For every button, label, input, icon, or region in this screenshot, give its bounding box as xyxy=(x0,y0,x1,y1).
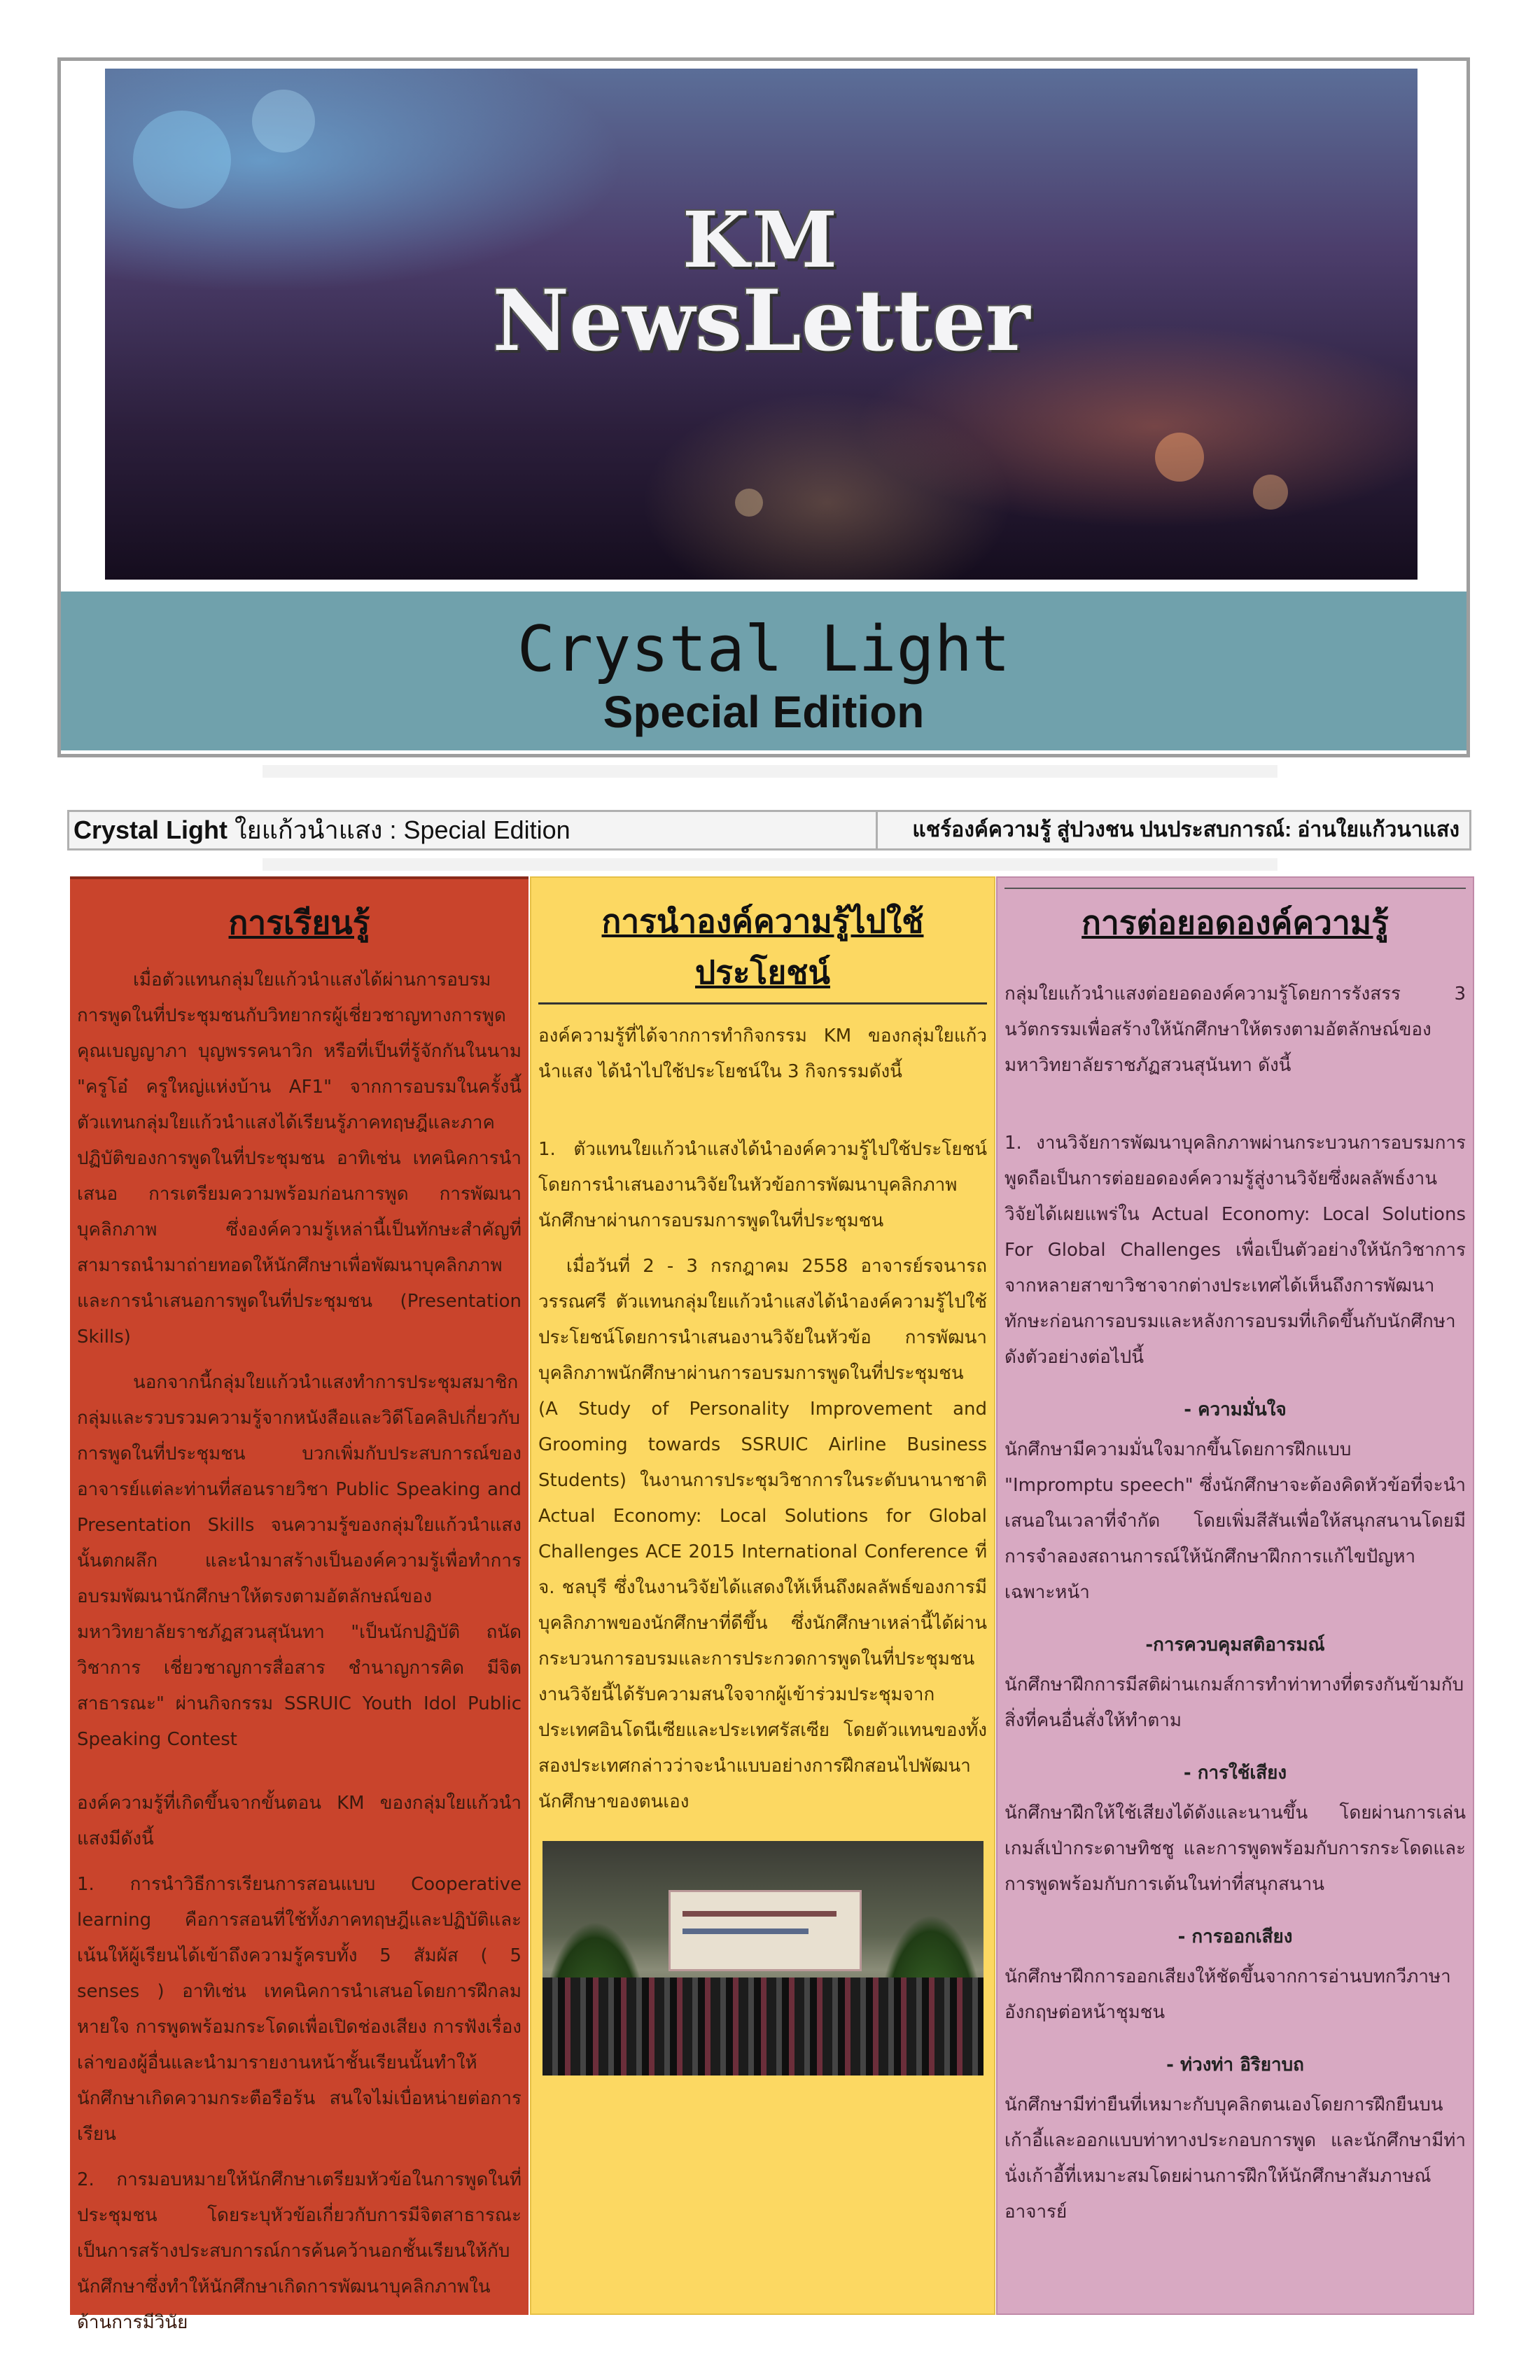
photo-backdrop-text xyxy=(682,1911,836,1917)
paragraph: องค์ความรู้ที่เกิดขึ้นจากขั้นตอน KM ของกลุ่มใยแก้วนำแสงมีดังนี้ xyxy=(77,1793,522,1849)
bokeh-light xyxy=(133,111,231,209)
paragraph: 1. งานวิจัยการพัฒนาบุคลิกภาพผ่านกระบวนการอบรมการพูดถือเป็นการต่อยอดองค์ความรู้สู่งานวิจัยซึ่งผลลัพธ์งานวิจัยได้เผยแพร่ใน Actual Economy: Local Solutions For Global Challenges เพื่อเป็นตัวอย่างให้นักวิชาการจากหลายสาขาวิชาจากต่างประเทศได้เห็นถึงการพัฒนาทักษะก่อนการอบรมและหลังการอบรมที่เกิดขึ้นกับนักศึกษา ดังตัวอย่างต่อไปนี้ xyxy=(1004,1133,1466,1368)
paragraph: นักศึกษาฝึกให้ใช้เสียงได้ดังและนานขึ้น โดยผ่านการเล่นเกมส์เป่ากระดาษทิชชู และการพูดพร้อมกับการกระโดดและการพูดพร้อมกับการเต้นในท่าที่สนุกสนาน xyxy=(1004,1802,1466,1895)
paragraph: นักศึกษาฝึกการออกเสียงให้ชัดขึ้นจากการอ่านบทกวีภาษาอังกฤษต่อหน้าชุมชน xyxy=(1004,1966,1451,2023)
paragraph: 1. ตัวแทนใยแก้วนำแสงได้นำองค์ความรู้ไปใช้ประโยชน์โดยการนำเสนองานวิจัยในหัวข้อการพัฒนาบุคลิกภาพนักศึกษาผ่านการอบรมการพูดในที่ประชุมชน xyxy=(538,1139,987,1231)
section-subheading: - การออกเสียง xyxy=(1177,1926,1293,1947)
paragraph: นักศึกษามีความมั่นใจมากขึ้นโดยการฝึกแบบ "Impromptu speech" ซึ่งนักศึกษาจะต้องคิดหัวข้อที่จะนำเสนอในเวลาที่จำกัด โดยเพิ่มสีสันเพื่อให้สนุกสนานโดยมีการจำลองสถานการณ์ให้นักศึกษาฝึกการแก้ไขปัญหาเฉพาะหน้า xyxy=(1004,1439,1466,1603)
strip-left-text xyxy=(74,812,570,848)
newsletter-banner xyxy=(105,69,1418,580)
page-subtitle: Special Edition xyxy=(603,687,925,737)
strip-brand: Crystal Light xyxy=(74,816,228,844)
photo-backdrop-text xyxy=(682,1928,808,1934)
column-applying xyxy=(530,876,995,2315)
section-subheading: - การใช้เสียง xyxy=(1183,1763,1287,1784)
divider xyxy=(262,765,1278,778)
banner-title-km: KM xyxy=(682,195,841,285)
conference-photo xyxy=(542,1841,983,2076)
column-heading: การนำองค์ความรู้ไปใช้ประโยชน์ xyxy=(538,896,987,1004)
paragraph: เมื่อตัวแทนกลุ่มใยแก้วนำแสงได้ผ่านการอบรมการพูดในที่ประชุมชนกับวิทยากรผู้เชี่ยวชาญทางการพูด คุณเบญญาภา บุญพรรคนาวิก หรือที่เป็นที่รู้จักกันในนาม "ครูโอ๋ ครูใหญ่แห่งบ้าน AF1" จากการอบรมในครั้งนี้ตัวแทนกลุ่มใยแก้วนำแสงได้เรียนรู้ภาคทฤษฎีและภาคปฏิบัติของการพูดในที่ประชุมชน อาทิเช่น เทคนิคการนำเสนอ การเตรียมความพร้อมก่อนการพูด การพัฒนาบุคลิกภาพ ซึ่งองค์ความรู้เหล่านี้เป็นทักษะสำคัญที่สามารถนำมาถ่ายทอดให้นักศึกษาเพื่อพัฒนาบุคลิกภาพและการนำเสนอการพูดในที่ประชุมชน (Presentation Skills) xyxy=(77,969,522,1348)
bokeh-light xyxy=(735,489,763,517)
paragraph: นักศึกษาฝึกการมีสติผ่านเกมส์การทำท่าทางที่ตรงกันข้ามกับสิ่งที่คนอื่นสั่งให้ทำตาม xyxy=(1004,1674,1464,1731)
paragraph: 2. การมอบหมายให้นักศึกษาเตรียมหัวข้อในการพูดในที่ประชุมชน โดยระบุหัวข้อเกี่ยวกับการมีจิตสาธารณะ เป็นการสร้างประสบการณ์การค้นคว้านอกชั้นเรียนให้กับนักศึกษาซึ่งทำให้นักศึกษาเกิดการพัฒนาบุคลิกภาพในด้านการมีวินัย xyxy=(77,2169,522,2333)
paragraph: นักศึกษามีท่ายืนที่เหมาะกับบุคลิกตนเองโดยการฝึกยืนบนเก้าอี้และออกแบบท่าทางประกอบการพูด และนักศึกษามีท่านั่งเก้าอี้ที่เหมาะสมโดยผ่านการฝึกให้นักศึกษาสัมภาษณ์อาจารย์ xyxy=(1004,2094,1466,2222)
column-learning xyxy=(70,876,528,2333)
page-title: Crystal Light xyxy=(517,612,1011,686)
paragraph: นอกจากนี้กลุ่มใยแก้วนำแสงทำการประชุมสมาชิกกลุ่มและรวบรวมความรู้จากหนังสือและวิดีโอคลิปเกี่ยวกับการพูดในที่ประชุมชน บวกเพิ่มกับประสบการณ์ของอาจารย์แต่ละท่านที่สอนรายวิชา Public Speaking and Presentation Skills จนความรู้ของกลุ่มใยแก้วนำแสงนั้นตกผลึก และนำมาสร้างเป็นองค์ความรู้เพื่อทำการอบรมพัฒนานักศึกษาให้ตรงตามอัตลักษณ์ของมหาวิทยาลัยราชภัฏสวนสุนันทา "เป็นนักปฏิบัติ ถนัดวิชาการ เชี่ยวชาญการสื่อสาร ชำนาญการคิด มีจิตสาธารณะ" ผ่านกิจกรรม SSRUIC Youth Idol Public Speaking Contest xyxy=(77,1372,522,1750)
section-subheading: -การควบคุมสติอารมณ์ xyxy=(1145,1634,1325,1656)
paragraph: เมื่อวันที่ 2 - 3 กรกฎาคม 2558 อาจารย์รจนารถ วรรณศรี ตัวแทนกลุ่มใยแก้วนำแสงได้นำองค์ความรู้ไปใช้ประโยชน์โดยการนำเสนองานวิจัยในหัวข้อ การพัฒนาบุคลิกภาพนักศึกษาผ่านการอบรมการพูดในที่ประชุมชน (A Study of Personality Improvement and Grooming towards SSRUIC Airline Business Students) ในงานการประชุมวิชาการในระดับนานาชาติ Actual Economy: Local Solutions for Global Challenges ACE 2015 International Conference ที่ จ. ชลบุรี ซึ่งในงานวิจัยได้แสดงให้เห็นถึงผลลัพธ์ของการมีบุคลิกภาพของนักศึกษาที่ดีขึ้น ซึ่งนักศึกษาเหล่านี้ได้ผ่านกระบวนการอบรมและการประกวดการพูดในที่ประชุมชน งานวิจัยนี้ได้รับความสนใจจากผู้เข้าร่วมประชุมจากประเทศอินโดนีเซียและประเทศรัสเซีย โดยตัวแทนของทั้งสองประเทศกล่าวว่าจะนำแบบอย่างการฝึกสอนไปพัฒนานักศึกษาของตนเอง xyxy=(538,1256,987,1812)
strip-edition: ใยแก้วนำแสง : Special Edition xyxy=(227,816,570,844)
bokeh-light xyxy=(1253,475,1288,510)
info-strip xyxy=(67,810,1471,850)
paragraph: องค์ความรู้ที่ได้จากการทำกิจกรรม KM ของกลุ่มใยแก้วนำแสง ได้นำไปใช้ประโยชน์ใน 3 กิจกรรมดังนี้ xyxy=(538,1026,987,1082)
photo-group-people xyxy=(542,1977,983,2076)
section-subheading: - ท่วงท่า อิริยาบถ xyxy=(1166,2054,1304,2076)
paragraph: กลุ่มใยแก้วนำแสงต่อยอดองค์ความรู้โดยการรังสรร 3 นวัตกรรมเพื่อสร้างให้นักศึกษาให้ตรงตามอัตลักษณ์ของมหาวิทยาลัยราชภัฏสวนสุนันทา ดังนี้ xyxy=(1004,983,1466,1076)
column-extending xyxy=(996,876,1474,2315)
strip-tagline: แชร์องค์ความรู้ สู่ปวงชน ปนประสบการณ์: อ่านใยแก้วนาแสง xyxy=(876,812,1464,848)
bokeh-light xyxy=(1155,433,1204,482)
section-subheading: - ความมั่นใจ xyxy=(1184,1399,1287,1420)
paragraph: 1. การนำวิธีการเรียนการสอนแบบ Cooperative learning คือการสอนที่ใช้ทั้งภาคทฤษฎีและปฏิบัติและเน้นให้ผู้เรียนได้เข้าถึงความรู้ครบทั้ง 5 สัมผัส ( 5 senses ) อาทิเช่น เทคนิคการนำเสนอโดยการฝึกลมหายใจ การพูดพร้อมกระโดดเพื่อเปิดช่องเสียง การฟังเรื่องเล่าของผู้อื่นและนำมารายงานหน้าชั้นเรียนนั้นทำให้นักศึกษาเกิดความกระตือรือร้น สนใจไม่เบื่อหน่ายต่อการเรียน xyxy=(77,1874,522,2145)
divider xyxy=(262,858,1278,871)
bokeh-light xyxy=(252,90,315,153)
banner-title-newsletter: NewsLetter xyxy=(492,272,1030,370)
title-panel xyxy=(61,592,1466,750)
column-heading: การเรียนรู้ xyxy=(228,904,370,941)
column-heading: การต่อยอดองค์ความรู้ xyxy=(1004,888,1466,948)
